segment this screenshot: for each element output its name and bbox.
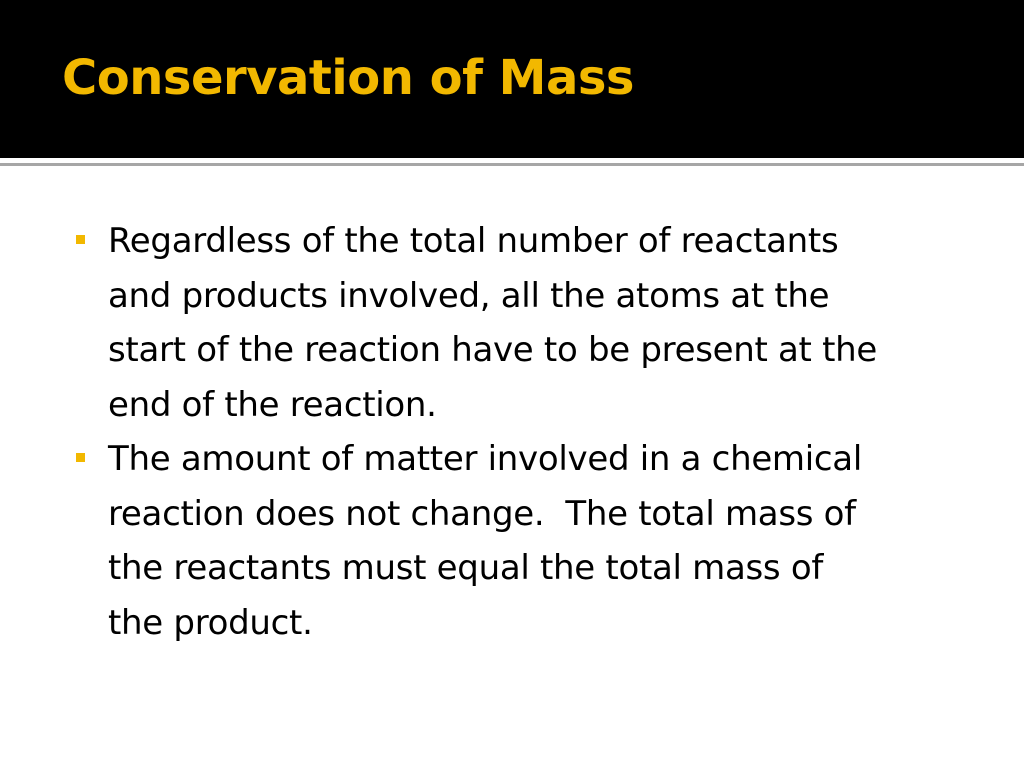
square-bullet-icon — [76, 453, 85, 462]
bullet-line: start of the reaction have to be present at the — [108, 330, 877, 370]
bullet-line: and products involved, all the atoms at the — [108, 275, 830, 316]
bullet-list — [70, 214, 970, 650]
bullet-item-2 — [70, 432, 970, 650]
bullet-line: reaction does not change. The total mass of — [108, 493, 856, 534]
slide-title: Conservation of Mass — [62, 50, 634, 106]
square-bullet-icon — [76, 235, 85, 244]
bullet-item-1 — [70, 214, 970, 432]
title-bar — [0, 0, 1024, 158]
bullet-line: The amount of matter involved in a chemical — [108, 439, 862, 479]
bullet-line: end of the reaction. — [108, 384, 437, 425]
bullet-line: the product. — [108, 602, 313, 643]
title-separator-line — [0, 163, 1024, 166]
bullet-line: Regardless of the total number of reactants — [108, 221, 839, 261]
bullet-line: the reactants must equal the total mass of — [108, 548, 824, 588]
